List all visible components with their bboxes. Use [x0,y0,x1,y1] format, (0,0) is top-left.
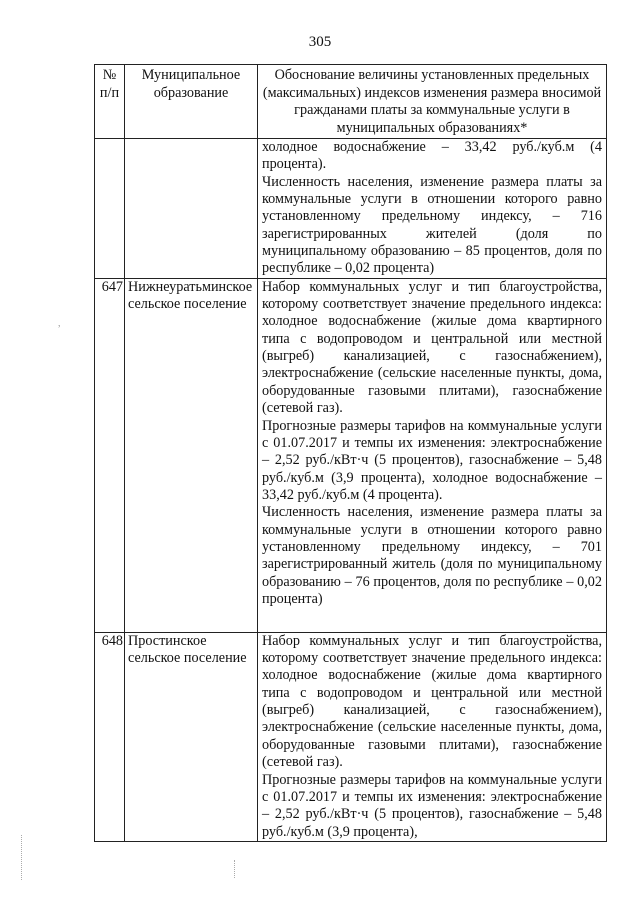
page-number: 305 [308,34,332,50]
justification-paragraph: Набор коммунальных услуг и тип благоустройства, которому соответствует значение предельного индекса: холодное водоснабжение (жилые дома квартирного типа с водопроводом и центральной или местной (выгреб) канализацией, с газоснабжением), электроснабжение (сельские населенные пункты, дома, оборудованные газовыми плитами), газоснабжение (сетевой газ). [262,632,602,771]
table-row [95,278,607,632]
table-header-row [95,65,607,139]
justification-paragraph: Численность населения, изменение размера платы за коммунальные услуги в отношении которого равно установленному предельному индексу, – 701 зарегистрированный житель (доля по муниципальному образованию – 76 процентов, доля по республике – 0,02 процента) [262,504,602,607]
row-justification [258,632,607,841]
scan-speck: , [58,318,61,329]
row-number: 647 [95,278,125,632]
table-row [95,632,607,841]
scan-artifact-line [21,835,25,880]
header-number: № п/п [95,65,125,139]
justification-paragraph: Набор коммунальных услуг и тип благоустройства, которому соответствует значение предельного индекса: холодное водоснабжение (жилые дома квартирного типа с водопроводом и центральной или местной (выгреб) канализацией, с газоснабжением), электроснабжение (сельские населенные пункты, дома, оборудованные газовыми плитами), газоснабжение (сетевой газ). [262,278,602,417]
row-justification [258,278,607,632]
row-number [95,139,125,279]
table-row-continued [95,139,607,279]
header-municipality: Муниципальное образование [125,65,258,139]
tariff-index-table [94,64,607,842]
justification-paragraph: Прогнозные размеры тарифов на коммунальные услуги с 01.07.2017 и темпы их изменения: электроснабжение – 2,52 руб./кВт·ч (5 процентов), газоснабжение – 5,48 руб./куб.м (3,9 процента), [262,771,602,840]
row-municipality: Простинское сельское поселение [125,632,258,841]
row-municipality [125,139,258,279]
justification-paragraph: Прогнозные размеры тарифов на коммунальные услуги с 01.07.2017 и темпы их изменения: электроснабжение – 2,52 руб./кВт·ч (5 процентов), газоснабжение – 5,48 руб./куб.м (3,9 процента), холодное водоснабжение – 33,42 руб./куб.м (4 процента). [262,417,602,503]
row-justification [258,139,607,279]
header-justification: Обоснование величины установленных предельных (максимальных) индексов изменения размера вносимой гражданами платы за коммунальные услуги в муниципальных образованиях* [258,65,607,139]
row-number: 648 [95,632,125,841]
justification-paragraph: Численность населения, изменение размера платы за коммунальные услуги в отношении которого равно установленному предельному индексу, – 716 зарегистрированных жителей (доля по муниципальному образованию – 85 процентов, доля по республике – 0,02 процента) [262,173,602,277]
justification-paragraph: холодное водоснабжение – 33,42 руб./куб.м (4 процента). [262,139,602,173]
row-municipality: Нижнеуратьминское сельское поселение [125,278,258,632]
scan-artifact-line [234,860,237,878]
